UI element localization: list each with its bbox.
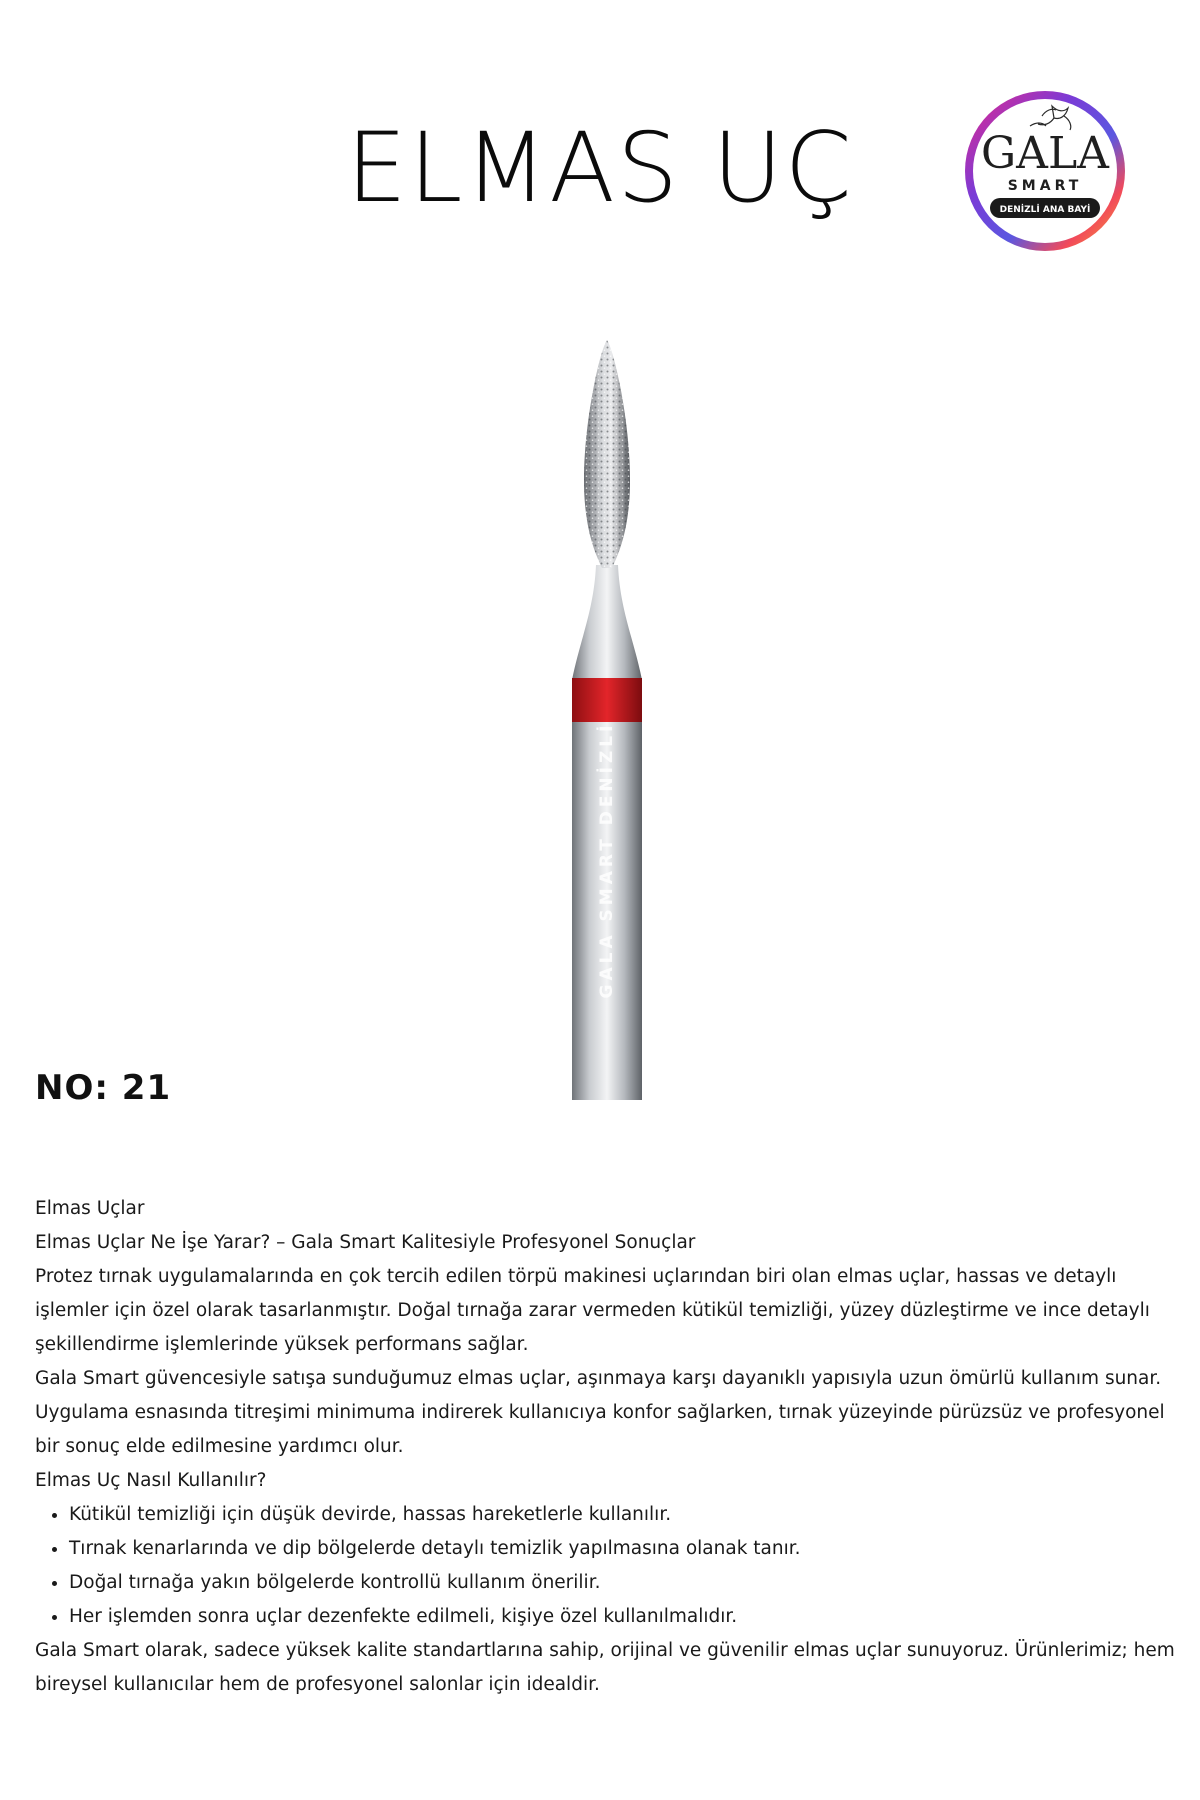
description-paragraph-2: Gala Smart güvencesiyle satışa sunduğumuz elmas uçlar, aşınmaya karşı dayanıklı yapısıyla uzun ömürlü kullanım sunar. Uygulama esnasında titreşimi minimuma indirerek kullanıcıya konfor sağlarken, tırnak yüzeyinde pürüzsüz ve profesyonel bir sonuç elde edilmesine yardımcı olur. [35,1368,1165,1457]
usage-list-item: • Her işlemden sonra uçlar dezenfekte edilmeli, kişiye özel kullanılmalıdır. [69,1600,1185,1634]
bit-red-band [572,678,642,722]
logo-badge-text: DENİZLİ ANA BAYİ [999,205,1091,215]
gala-smart-logo [960,86,1130,256]
logo-brand-text: GALA [981,128,1109,179]
product-number: NO: 21 [35,1068,172,1108]
description-subheading: Elmas Uçlar Ne İşe Yarar? – Gala Smart Kalitesiyle Profesyonel Sonuçlar [35,1232,696,1253]
usage-list-item: • Tırnak kenarlarında ve dip bölgelerde detaylı temizlik yapılmasına olanak tanır. [69,1532,1185,1566]
description-heading: Elmas Uçlar [35,1198,145,1219]
product-description [35,1192,1185,1702]
description-closing: Gala Smart olarak, sadece yüksek kalite standartlarına sahip, orijinal ve güvenilir elmas uçlar sunuyoruz. Ürünlerimiz; hem bireysel kullanıcılar hem de profesyonel salonlar için idealdir. [35,1640,1175,1695]
logo-sub-text: SMART [1007,178,1083,194]
diamond-bit-image [540,340,690,1100]
usage-list-item: • Kütikül temizliği için düşük devirde, hassas hareketlerle kullanılır. [69,1498,1185,1532]
bit-diamond-grit [584,340,630,568]
usage-list-item: • Doğal tırnağa yakın bölgelerde kontrollü kullanım önerilir. [69,1566,1185,1600]
bit-neck [572,565,642,680]
bit-engraving-text: GALA SMART DENİZLİ [597,721,617,999]
description-paragraph-1: Protez tırnak uygulamalarında en çok tercih edilen törpü makinesi uçlarından biri olan elmas uçlar, hassas ve detaylı işlemler için özel olarak tasarlanmıştır. Doğal tırnağa zarar vermeden kütikül temizliği, yüzey düzleştirme ve ince detaylı şekillendirme işlemlerinde yüksek performans sağlar. [35,1266,1150,1355]
page-title: ELMAS UÇ [346,112,854,224]
usage-heading: Elmas Uç Nasıl Kullanılır? [35,1470,267,1491]
usage-list [35,1498,1185,1634]
